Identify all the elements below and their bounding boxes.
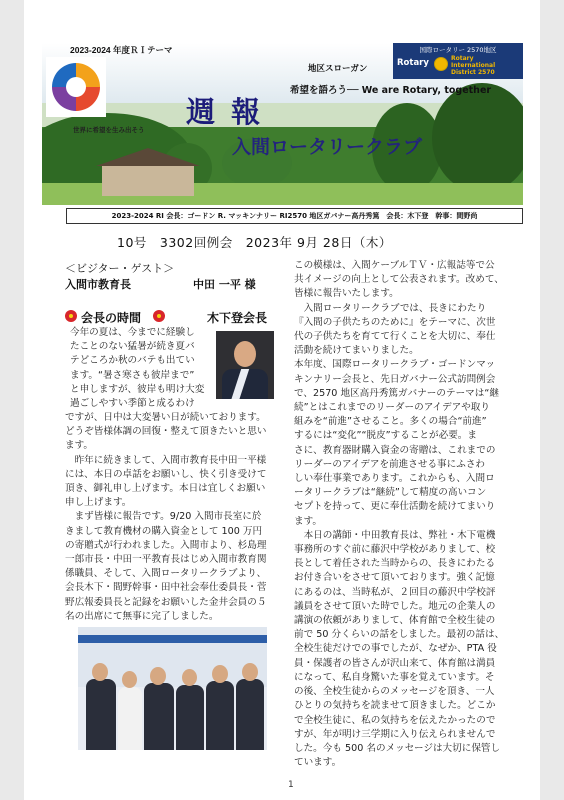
president-message-intro [70, 326, 216, 411]
president-portrait-photo [216, 331, 274, 399]
flower-icon [153, 310, 165, 322]
text-line: リーダーのアイデアを前進させる事にふさわ [294, 458, 486, 470]
photo-head [150, 667, 166, 685]
page-number: 1 [288, 780, 294, 790]
text-line: 本年度、国際ロータリークラブ・ゴードンマッ [294, 359, 496, 371]
ri-theme-caption: 世界に希望を生み出そう [73, 126, 145, 134]
text-line: 野広報委員長と記録をお願いした金井会員の５ [65, 596, 267, 608]
text-line: 過ごしやすい季節と成るわけ [70, 398, 195, 410]
text-line: 前で 50 分くらいの話をしました。最初の話は、 [294, 629, 505, 641]
photo-head [182, 669, 197, 686]
photo-head [212, 665, 228, 683]
text-line: 員・保護者の皆さんが沢山来て、体育館は満員 [294, 657, 496, 669]
text-line: 共イメージの向上として公表されます。改めて、 [294, 274, 504, 286]
text-line: 頂き、御礼申し上げます。本日は宜しくお願い [65, 483, 266, 495]
issue-line: 10号 3302回例会 2023年 9月 28日（木） [117, 235, 392, 250]
text-line: すが、年が明け三学期に入り伝えられませんで [294, 728, 496, 740]
president-message-body [65, 411, 280, 624]
text-line: キンナリー会長と、先日ガバナー公式訪問例会 [294, 373, 496, 385]
text-line: 代の子供たちを育てて行くことを大切に、奉仕 [294, 331, 496, 343]
donation-ceremony-photo [78, 627, 267, 750]
banner-tree [432, 83, 523, 193]
text-line: 申し上げます。 [65, 497, 132, 509]
guest-heading: ＜ビジター・ゲスト＞ [65, 262, 175, 275]
rotary-wheel-icon [434, 57, 448, 71]
section-title: 会長の時間 [81, 311, 142, 325]
text-line: 組みを“前進”させること。多くの場合“前進” [294, 416, 487, 428]
district-slogan-label: 地区スローガン [308, 64, 368, 74]
text-line: セプトを持って、更に奉仕活動を続けてまいり [294, 501, 496, 513]
text-line: しい奉仕事業であります。これからも、入間ロ [294, 473, 495, 485]
text-line: にあるのは、当時私が、２回目の藤沢中学校評 [294, 586, 496, 598]
club-name: 入間ロータリークラブ [232, 136, 423, 158]
text-line: ます。“暑さ寒さも彼岸まで” [70, 369, 195, 381]
district-badge-rotary: Rotary [397, 58, 429, 68]
text-line: するには“変化”“脱皮”することが必要。ま [294, 430, 477, 442]
text-line: ータリークラブは“継続”して精度の高いコン [294, 487, 487, 499]
text-line: 本日の講師・中田教育長は、弊社・木下電機 [294, 529, 496, 541]
newsletter-title: 週 報 [186, 95, 264, 129]
text-line: には、本日の卓話をお願いし、快く引き受けて [65, 468, 267, 480]
text-line: になって、私自身驚いた事を覚えています。そ [294, 671, 495, 683]
district-badge-line: International [451, 62, 496, 69]
text-line: で全校生徒に、私の気持ちを伝えたかったので [294, 714, 496, 726]
text-line: 昨年に続きまして、入間市教育長中田一平様 [65, 454, 267, 466]
text-line: さに、教育器財購入資金の寄贈は、これまでの [294, 444, 496, 456]
text-line: テどころか秋のバテも出てい [70, 355, 195, 367]
president-section-heading [65, 309, 275, 325]
text-line: ています。 [294, 757, 342, 769]
text-line: ひとりの気持ちを読ませて頂きました。どこか [294, 700, 496, 712]
text-line: 入間ロータリークラブでは、長きにわたり [294, 302, 487, 314]
text-line: 長として着任された当時からの、長きにわたる [294, 558, 496, 570]
text-line: お付き合いをさせて頂いております。強く記憶 [294, 572, 495, 584]
text-line: この模様は、入間ケーブルＴＶ・広報誌等で公 [294, 260, 495, 271]
photo-person [176, 685, 204, 750]
text-line: 『入間の子供たちのために』をテーマに、次世 [294, 316, 496, 328]
text-line: まず皆様に報告です。9/20 入間市長室に於 [65, 511, 262, 523]
text-line: で、2570 地区高丹秀篤ガバナーのテーマは“継 [294, 387, 499, 399]
flower-icon [65, 310, 77, 322]
photo-head [92, 663, 108, 681]
text-line: 皆様に報告いたします。 [294, 288, 399, 300]
text-line: の寄贈式が行われました。入間市より、杉島理 [65, 539, 267, 551]
text-line: と申しますが、彼岸も明け大変 [70, 383, 205, 395]
text-line: ます。 [65, 440, 94, 452]
text-line: 今年の夏は、今までに経験し [70, 327, 195, 338]
text-line: 講演の依頼がありまして、体育館で全校生徒の [294, 615, 496, 627]
text-line: 続”とはこれまでのリーダーのアイデアや取り [294, 402, 490, 414]
text-line: ですが、日中は大変暑い日が続いております。 [65, 412, 266, 423]
guest-entry [65, 276, 275, 292]
guest-org: 入間市教育長 [65, 278, 131, 291]
text-line: どうぞ皆様体調の回復・整えて頂きたいと思い [65, 426, 267, 438]
ri-theme-logo-icon [46, 57, 106, 117]
photo-person [86, 679, 116, 750]
portrait-face [234, 341, 256, 367]
photo-person [236, 679, 264, 750]
section-president-name: 木下登会長 [207, 311, 268, 325]
ri-theme-label: 2023-2024 年度ＲＩテーマ [70, 45, 173, 55]
text-line: の後、全校生徒からのメッセージを頂き、一人 [294, 686, 495, 698]
text-line: ます。 [294, 515, 323, 527]
banner-house [102, 166, 194, 196]
photo-person [144, 683, 174, 750]
text-line: きまして教育機材の購入資金として 100 万円 [65, 525, 263, 537]
text-line: 一郎市長・中田一平教育長はじめ入間市教育関 [65, 554, 267, 566]
district-badge-line: Rotary [451, 55, 474, 62]
district-slogan: 希望を語ろう── We are Rotary, together [290, 85, 492, 96]
photo-head [122, 671, 137, 688]
text-line: 活動を続けてまいりました。 [294, 345, 419, 357]
text-line: 事務所のすぐ前に藤沢中学校がありまして、校 [294, 544, 496, 556]
text-line: 全校生徒だけでの事でしたが、なぜか、PTA 役 [294, 643, 497, 655]
president-message-continued [294, 259, 520, 770]
photo-head [242, 663, 258, 681]
text-line: した。今も 500 名のメッセージは大切に保管し [294, 742, 501, 754]
text-line: 係職員、そして、入間ロータリークラブより、 [65, 568, 267, 580]
district-badge-line: District 2570 [451, 69, 495, 76]
text-line: たことのない猛暑が続き夏バ [70, 341, 195, 353]
photo-person [206, 681, 234, 750]
text-line: 議員をさせて頂いた時でした。地元の企業人の [294, 600, 496, 612]
banner-house-roof [96, 148, 200, 166]
guest-name: 中田 一平 様 [193, 278, 256, 291]
text-line: 会長木下・間野幹事・田中社会奉仕委員長・菅 [65, 582, 267, 594]
district-badge-text [451, 55, 495, 76]
text-line: 名の出席にて無事に完了しました。 [65, 610, 219, 622]
officers-bar: 2023-2024 RI 会長：ゴードン R. マッキンナリー RI2570 地区ガバナー高丹秀篤 会長：木下登 幹事：間野尚 [66, 208, 523, 224]
district-badge-title: 国際ロータリー 2570地区 [419, 46, 497, 54]
district-badge [393, 43, 523, 79]
photo-person [118, 687, 142, 750]
photo-banner-stripe [78, 635, 267, 643]
